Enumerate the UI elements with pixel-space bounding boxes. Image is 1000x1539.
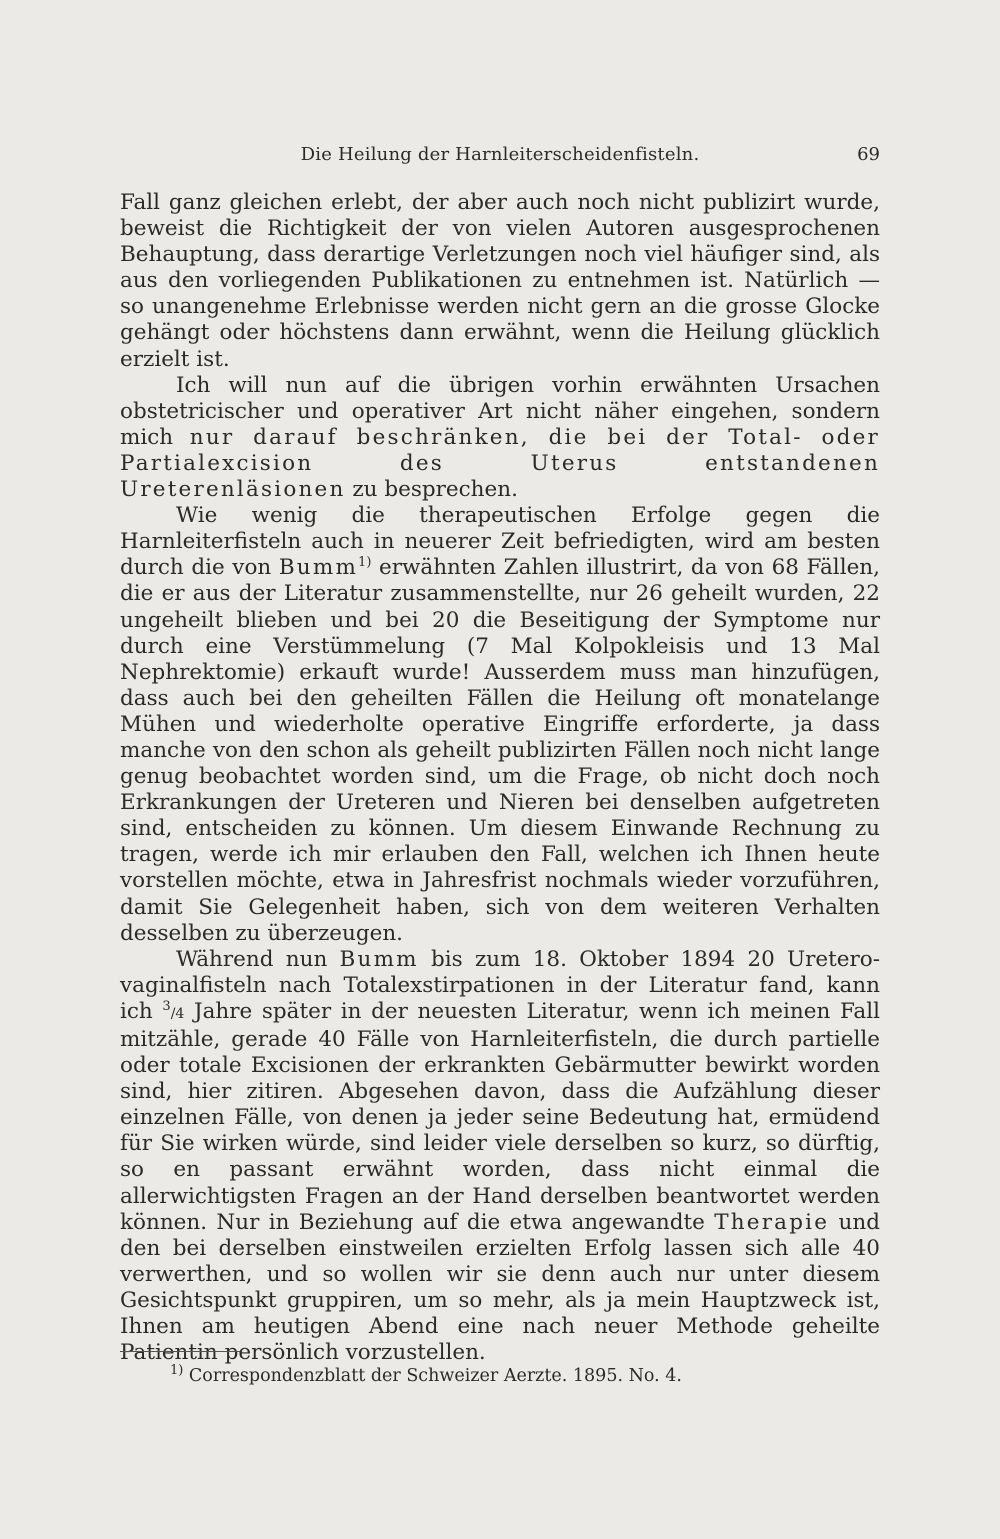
fraction-numerator: 3	[162, 998, 171, 1014]
paragraph-4-text-c: Jahre später in der neuesten Literatur, wenn ich meinen Fall mitzähle, gerade 40 Fälle von Harnleiterfisteln, die durch partielle oder totale Excisionen der erkrankten Gebärmutter bewirkt worden sind, hier zitiren. Abgesehen davon, dass die Aufzählung dieser einzelnen Fälle, von denen ja jeder seine Bedeutung hat, ermüdend für Sie wirken würde, sind leider viele derselben so kurz, so dürftig, so en passant erwähnt worden, dass nicht einmal die allerwichtigsten Fragen an der Hand derselben beantwortet werden können. Nur in Beziehung auf die etwa angewandte	[120, 998, 880, 1235]
footnote-divider	[120, 1351, 240, 1352]
footnote-text: Correspondenzblatt der Schweizer Aerzte. 1895. No. 4.	[188, 1366, 682, 1386]
author-name-bumm-2: Bumm	[339, 946, 419, 972]
paragraph-1	[120, 190, 880, 373]
paragraph-2-spaced-text: nur darauf beschränken, die bei der Total- oder Partialexcision des Uterus entstandenen Ureterenläsionen	[120, 424, 880, 503]
page-header	[120, 138, 880, 172]
footnote-reference: 1)	[358, 555, 372, 571]
author-name-bumm: Bumm	[278, 555, 359, 581]
footnote	[170, 1364, 870, 1388]
paragraph-3-text-b: erwähnten Zahlen illustrirt, da von 68 Fällen, die er aus der Literatur zusammenstellte, nur 26 geheilt wurden, 22 ungeheilt blieben und bei 20 die Beseitigung der Symptome nur durch eine Verstümmelung (7 Mal Kolpokleisis und 13 Mal Nephrektomie) erkauft wurde! Ausserdem muss man hinzufügen, dass auch bei den geheilten Fällen die Heilung oft monatelange Mühen und wiederholte operative Eingriffe erforderte, ja dass manche von den schon als geheilt publizirten Fällen noch nicht lange genug beobachtet worden sind, um die Frage, ob nicht doch noch Erkrankungen der Ureteren und Nieren bei denselben aufgetreten sind, entscheiden zu können. Um diesem Einwande Rechnung zu tragen, werde ich mir erlauben den Fall, welchen ich Ihnen heute vorstellen möchte, etwa in Jahresfrist nochmals wieder vorzuführen, damit Sie Gelegenheit haben, sich von dem weiteren Verhalten desselben zu überzeugen.	[120, 555, 880, 946]
paragraph-2-text-a: Ich will nun auf die übrigen vorhin erwähnten Ursachen obstetricischer und operativer Art nicht näher eingehen, sondern mich	[120, 372, 880, 450]
footnote-marker: 1)	[170, 1363, 184, 1379]
paragraph-2-text-c: zu besprechen.	[352, 477, 518, 503]
paragraph-4-text-a: Während nun	[176, 946, 328, 972]
body-text	[120, 190, 880, 1366]
page-number: 69	[857, 144, 880, 165]
paragraph-2	[120, 373, 880, 503]
paragraph-4-text-d: und den bei derselben einstweilen erzielten Erfolg lassen sich alle 40 verwerthen, und so wollen wir sie denn auch nur unter diesem Gesichtspunkt gruppiren, um so mehr, als ja mein Hauptzweck ist, Ihnen am heutigen Abend eine nach neuer Methode geheilte Patientin persönlich vorzustellen.	[120, 1209, 880, 1366]
running-title: Die Heilung der Harnleiterscheidenfisteln.	[300, 144, 700, 165]
paragraph-1-text: Fall ganz gleichen erlebt, der aber auch noch nicht publizirt wurde, beweist die Richtigkeit der von vielen Autoren ausgesprochenen Behauptung, dass derartige Verletzungen noch viel häufiger sind, als aus den vorliegenden Publikationen zu entnehmen ist. Natürlich — so unangenehme Erlebnisse werden nicht gern an die grosse Glocke gehängt oder höchstens dann erwähnt, wenn die Heilung glücklich erzielt ist.	[120, 190, 880, 372]
spaced-word-therapie: Therapie	[714, 1209, 830, 1235]
fraction-denominator: /4	[170, 1005, 185, 1022]
paragraph-4	[120, 947, 880, 1367]
paragraph-3-text-a: Wie wenig die therapeutischen Erfolge gegen die Harnleiterfisteln auch in neuerer Zeit befriedigten, wird am besten durch die von	[120, 503, 880, 581]
paragraph-3	[120, 503, 880, 947]
paragraph-4-text-b: bis zum 18. Oktober 1894 20 Uretero-vaginalfisteln nach Totalexstirpationen in der Literatur fand, kann ich	[120, 946, 880, 1024]
